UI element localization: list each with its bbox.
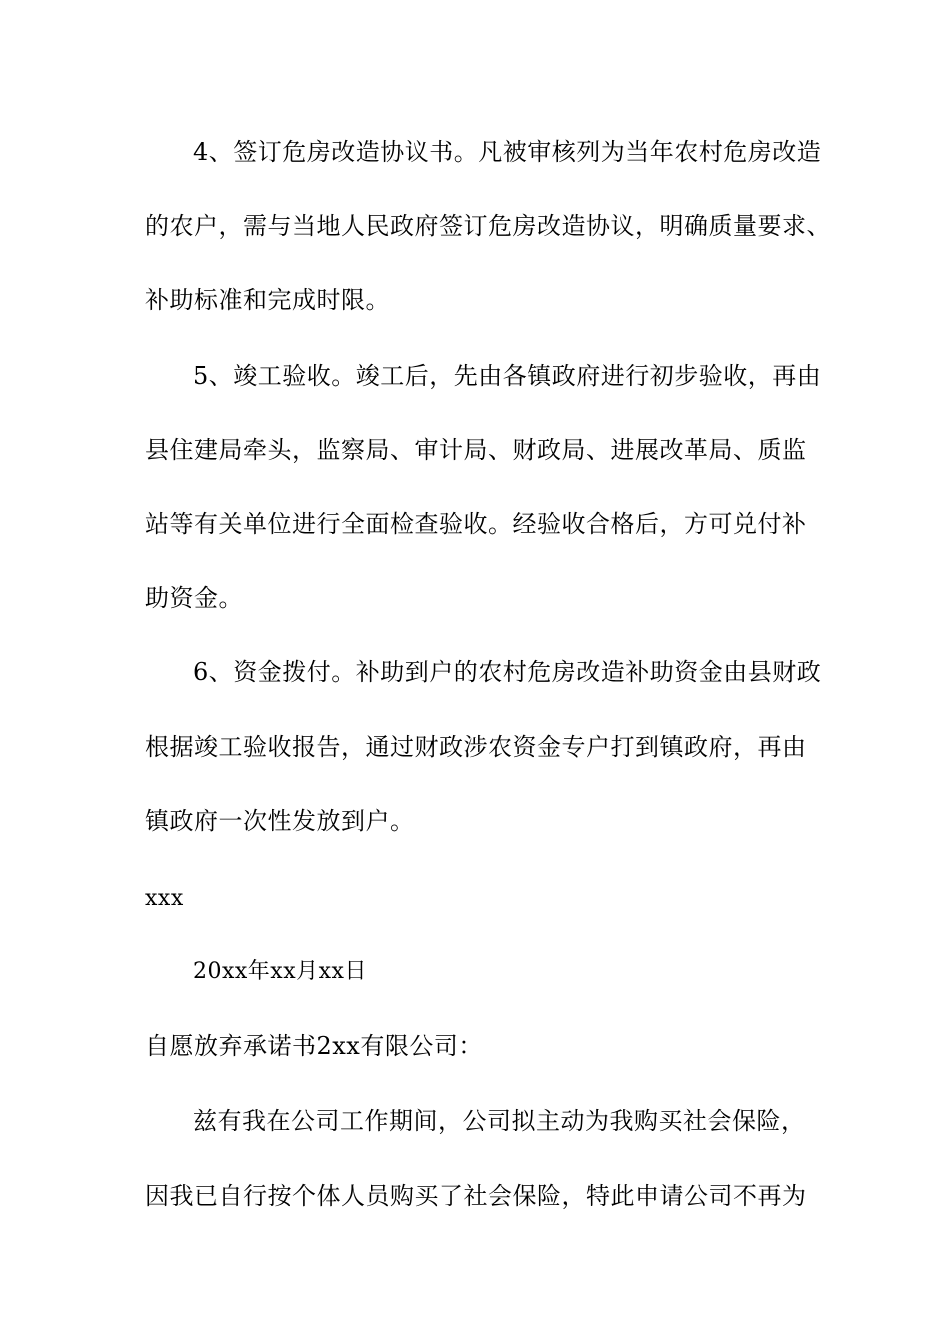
paragraph-6-line-2: 根据竣工验收报告，通过财政涉农资金专户打到镇政府，再由: [145, 733, 807, 761]
paragraph-4-line-1: 4、签订危房改造协议书。凡被审核列为当年农村危房改造: [193, 138, 822, 166]
paragraph-6-line-1: 6、资金拨付。补助到户的农村危房改造补助资金由县财政: [193, 658, 822, 686]
signature-date: 20xx年xx月xx日: [193, 959, 367, 984]
paragraph-5-line-1: 5、竣工验收。竣工后，先由各镇政府进行初步验收，再由: [193, 362, 822, 390]
letter-body-line-2: 因我已自行按个体人员购买了社会保险，特此申请公司不再为: [145, 1182, 807, 1210]
paragraph-4-line-2: 的农户，需与当地人民政府签订危房改造协议，明确质量要求、: [145, 212, 831, 240]
paragraph-6-line-3: 镇政府一次性发放到户。: [145, 807, 415, 835]
letter-heading: 自愿放弃承诺书2xx有限公司：: [145, 1032, 483, 1060]
paragraph-5-line-3: 站等有关单位进行全面检查验收。经验收合格后，方可兑付补: [145, 510, 807, 538]
letter-body-line-1: 兹有我在公司工作期间，公司拟主动为我购买社会保险，: [193, 1107, 806, 1135]
paragraph-5-line-4: 助资金。: [145, 584, 243, 612]
paragraph-4-line-3: 补助标准和完成时限。: [145, 286, 390, 314]
paragraph-5-line-2: 县住建局牵头，监察局、审计局、财政局、进展改革局、质监: [145, 436, 807, 464]
signature-name: xxx: [145, 886, 184, 911]
